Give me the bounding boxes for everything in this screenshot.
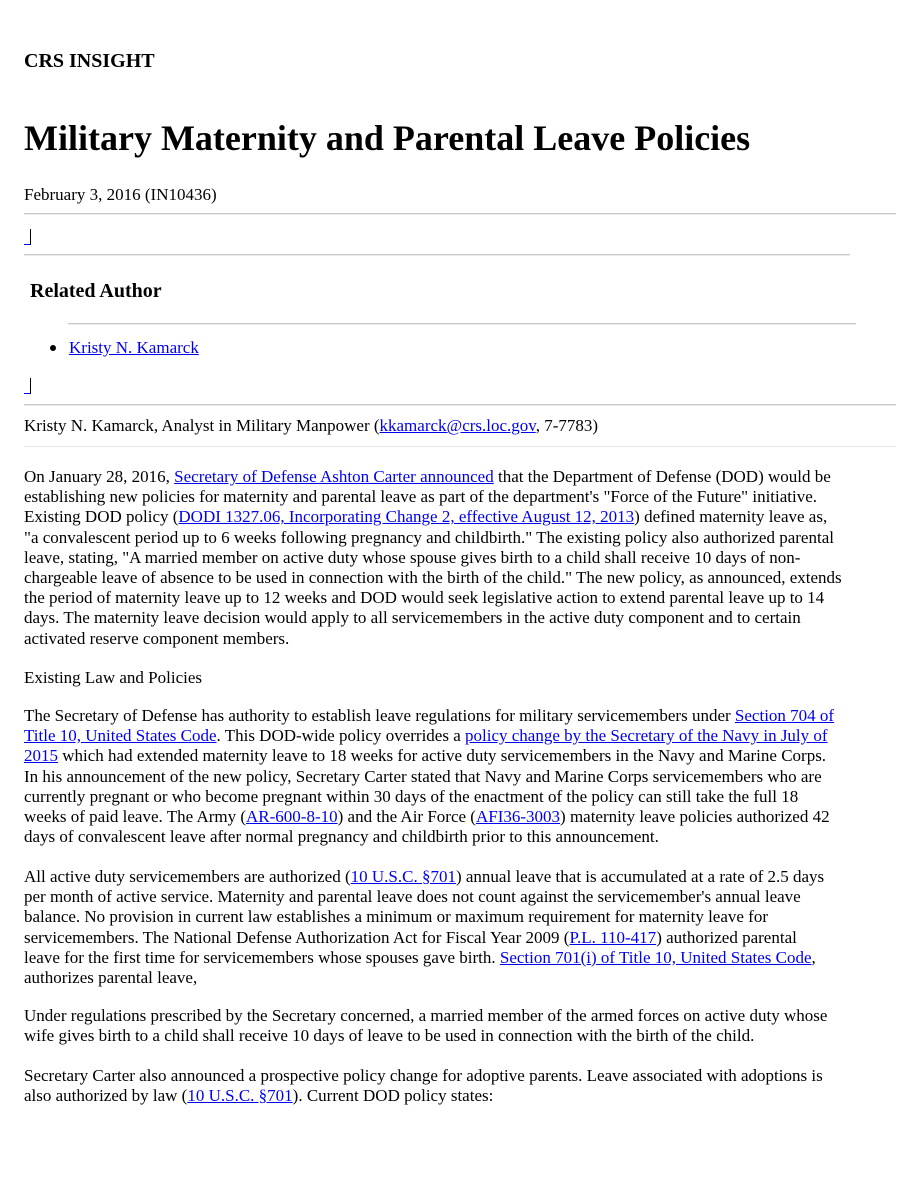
page-title: Military Maternity and Parental Leave Policies — [24, 118, 751, 158]
paragraph: The Secretary of Defense has authority to establish leave regulations for military servicemembers under Section 704 of Title 10, United States Code. This DOD-wide policy overrides a policy change by the Secretary of the Navy in July of 2015 which had extended maternity leave to 18 weeks for active duty servicemembers in the Navy and Marine Corps. In his announcement of the new policy, Secretary Carter stated that Navy and Marine Corps servicemembers who are currently pregnant or who become pregnant within 30 days of the enactment of the policy can still take the full 18 weeks of paid leave. The Army (AR-600-8-10) and the Air Force (AFI36-3003) maternity leave policies authorized 42 days of convalescent leave after normal pregnancy and childbirth prior to this announcement. — [24, 706, 835, 847]
announcement-link[interactable]: Secretary of Defense Ashton Carter announced — [174, 467, 494, 486]
navy-policy-link[interactable]: policy change by the Secretary of the Navy in July of — [465, 726, 828, 746]
author-list — [50, 338, 350, 358]
author-byline — [24, 416, 598, 436]
section-701i-link[interactable]: Section 701(i) of Title 10, United States Code — [499, 947, 812, 967]
divider — [24, 446, 896, 447]
anchor-marker[interactable] — [24, 229, 34, 245]
author-link[interactable]: Kristy N. Kamarck — [69, 338, 199, 357]
paragraph: Secretary Carter also announced a prospective policy change for adoptive parents. Leave associated with adoptions is also authorized by law (10 U.S.C. §701). Current DOD policy states: — [24, 1066, 823, 1106]
usc-701-link[interactable]: 10 U.S.C. §701 — [350, 867, 456, 886]
section-heading: Existing Law and Policies — [24, 668, 203, 687]
related-author-heading: Related Author — [30, 280, 162, 302]
report-type-label: CRS INSIGHT — [24, 50, 155, 72]
dodi-link[interactable]: DODI 1327.06, Incorporating Change 2, effective August 12, 2013 — [178, 507, 635, 527]
divider — [24, 404, 896, 406]
byline-text: Kristy N. Kamarck, Analyst in Military Manpower ( — [24, 416, 380, 435]
anchor-marker[interactable] — [24, 378, 34, 394]
byline-text: , 7-7783) — [535, 416, 599, 435]
email-link[interactable]: kkamarck@crs.loc.gov — [379, 416, 536, 435]
divider — [24, 213, 896, 215]
paragraph: All active duty servicemembers are authorized (10 U.S.C. §701) annual leave that is accumulated at a rate of 2.5 days per month of active service. Maternity and parental leave does not count against the servicemember's annual leave balance. No provision in current law establishes a minimum or maximum requirement for maternity leave for servicemembers. The National Defense Authorization Act for Fiscal Year 2009 (P.L. 110-417) authorized parental leave for the first time for servicemembers whose spouses gave birth. Section 701(i) of Title 10, United States Code, authorizes parental leave, — [24, 867, 825, 988]
quoted-statute: Under regulations prescribed by the Secretary concerned, a married member of the armed forces on active duty whose wife gives birth to a child shall receive 10 days of leave to be used in connection with the birth of the child. — [24, 1006, 828, 1046]
bullet — [50, 345, 56, 351]
air-force-instruction-link[interactable]: AFI36-3003 — [475, 807, 561, 827]
navy-policy-link[interactable]: 2015 — [24, 746, 58, 766]
usc-701-link[interactable]: 10 U.S.C. §701 — [187, 1086, 293, 1106]
publish-date: February 3, 2016 (IN10436) — [24, 185, 217, 204]
army-regulation-link[interactable]: AR-600-8-10 — [246, 807, 338, 827]
section-704-link[interactable]: Section 704 of — [734, 706, 835, 725]
divider — [24, 254, 850, 256]
paragraph: On January 28, 2016, Secretary of Defense Ashton Carter announced that the Department of Defense (DOD) would be establishing new policies for maternity and parental leave as part of the department's "Force of the Future" initiative. Existing DOD policy (DODI 1327.06, Incorporating Change 2, effective August 12, 2013) defined maternity leave as, "a convalescent period up to 6 weeks following pregnancy and childbirth." The existing policy also authorized parental leave, stating, "A married member on active duty whose spouse gives birth to a child shall receive 10 days of non- chargeable leave of absence to be used in connection with the birth of the child." The new policy, as announced, extends the period of maternity leave up to 12 weeks and DOD would seek legislative action to extend parental leave up to 14 days. The maternity leave decision would apply to all servicemembers in the active duty component and to certain activated reserve component members. — [24, 467, 842, 648]
public-law-link[interactable]: P.L. 110-417 — [569, 927, 657, 947]
divider — [68, 323, 856, 325]
section-704-link[interactable]: Title 10, United States Code — [24, 726, 217, 746]
